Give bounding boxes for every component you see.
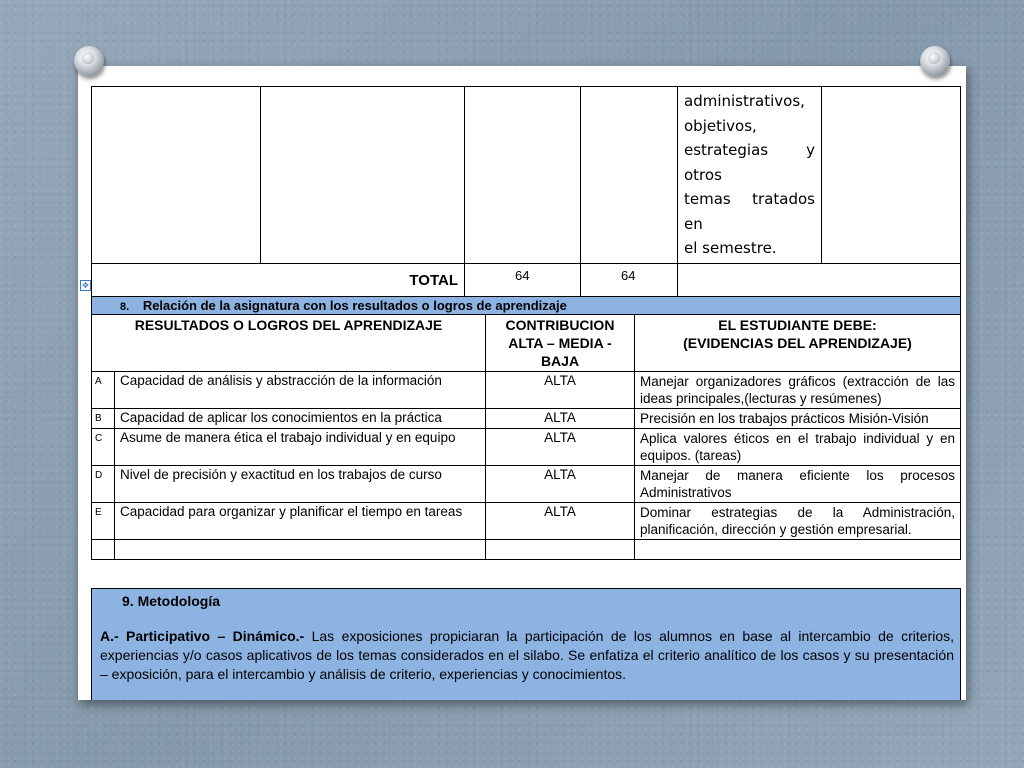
- row-letter: D: [92, 466, 115, 503]
- header-line: CONTRIBUCION: [505, 317, 615, 333]
- row-result: Asume de manera ética el trabajo individual y en equipo: [115, 429, 486, 466]
- header-line: EL ESTUDIANTE DEBE:: [718, 317, 877, 333]
- methodology-lead: A.- Participativo – Dinámico.-: [100, 628, 305, 644]
- table-row: [92, 466, 961, 503]
- table-cell: [465, 87, 581, 264]
- row-result: Capacidad de análisis y abstracción de la información: [115, 372, 486, 409]
- methodology-paragraph: [92, 609, 960, 684]
- row-letter: B: [92, 409, 115, 429]
- table-cell: [678, 263, 961, 297]
- col-header-evidence: [635, 315, 961, 372]
- row-letter: E: [92, 503, 115, 540]
- table-row: [92, 540, 961, 560]
- objectives-line: estrategias y otros: [684, 141, 815, 184]
- row-letter: A: [92, 372, 115, 409]
- total-label: TOTAL: [92, 263, 465, 297]
- row-contribution: ALTA: [486, 429, 635, 466]
- objectives-line: objetivos,: [684, 116, 757, 135]
- row-evidence: Aplica valores éticos en el trabajo individual y en equipos. (tareas): [635, 429, 961, 466]
- methodology-section: [91, 588, 961, 700]
- header-line: ALTA – MEDIA -: [508, 335, 612, 351]
- row-evidence: Manejar de manera eficiente los procesos Administrativos: [635, 466, 961, 503]
- row-evidence: Precisión en los trabajos prácticos Misión-Visión: [635, 409, 961, 429]
- section8-heading: [92, 297, 961, 315]
- table-cell: [92, 87, 261, 264]
- row-result: Capacidad de aplicar los conocimientos en la práctica: [115, 409, 486, 429]
- table-row: [92, 409, 961, 429]
- row-contribution: ALTA: [486, 409, 635, 429]
- table-cell: [822, 87, 961, 264]
- objectives-cell: [678, 87, 822, 264]
- section8-number: 8.: [120, 301, 130, 313]
- row-result: Nivel de precisión y exactitud en los trabajos de curso: [115, 466, 486, 503]
- methodology-body: Las exposiciones propiciaran la participación de los alumnos en base al intercambio de criterios, experiencias y/o casos aplicativos de los temas considerados en el silabo. Se enfatiza el criterio analítico de los casos y su presentación – exposición, para el intercambio y análisis de criterio, experiencias y conocimientos.: [100, 628, 954, 682]
- empty-cell: [92, 540, 115, 560]
- document-sheet: [78, 66, 966, 700]
- empty-cell: [635, 540, 961, 560]
- header-line: BAJA: [540, 353, 580, 369]
- table-cell: [261, 87, 465, 264]
- row-letter: C: [92, 429, 115, 466]
- row-result: Capacidad para organizar y planificar el tiempo en tareas: [115, 503, 486, 540]
- table-row: [92, 429, 961, 466]
- header-line: (EVIDENCIAS DEL APRENDIZAJE): [683, 335, 912, 351]
- col-header-results: RESULTADOS O LOGROS DEL APRENDIZAJE: [92, 315, 486, 372]
- table-row: [92, 503, 961, 540]
- section8-title: Relación de la asignatura con los resultados o logros de aprendizaje: [142, 298, 567, 313]
- objectives-line: el semestre.: [684, 239, 777, 257]
- row-contribution: ALTA: [486, 503, 635, 540]
- empty-cell: [486, 540, 635, 560]
- pushpin-left-icon: [74, 46, 104, 76]
- hours-table: [91, 86, 961, 298]
- objectives-line: temas tratados en: [684, 190, 815, 233]
- learning-outcomes-table: [91, 296, 961, 560]
- total-value-b: 64: [581, 263, 678, 297]
- pushpin-right-icon: [920, 46, 950, 76]
- table-move-handle-icon[interactable]: ✥: [80, 280, 91, 291]
- section9-title: 9. Metodología: [122, 593, 220, 609]
- row-contribution: ALTA: [486, 466, 635, 503]
- objectives-line: administrativos,: [684, 92, 805, 110]
- row-contribution: ALTA: [486, 372, 635, 409]
- row-evidence: Manejar organizadores gráficos (extracción de las ideas principales,(lecturas y resúmenes): [635, 372, 961, 409]
- row-evidence: Dominar estrategias de la Administración, planificación, dirección y gestión empresarial.: [635, 503, 961, 540]
- table-row: [92, 372, 961, 409]
- empty-cell: [115, 540, 486, 560]
- table-cell: [581, 87, 678, 264]
- total-value-a: 64: [465, 263, 581, 297]
- col-header-contribution: [486, 315, 635, 372]
